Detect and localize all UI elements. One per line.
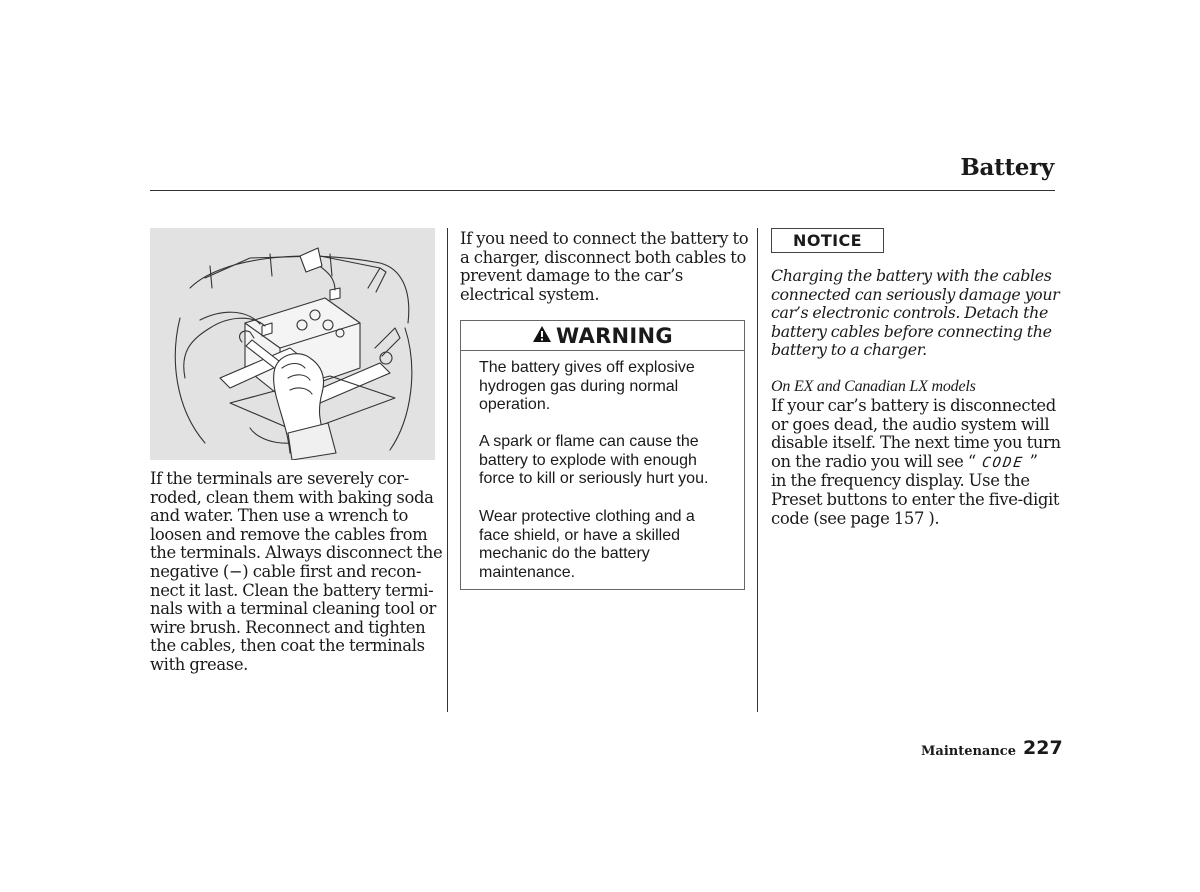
- warning-header: [461, 321, 744, 351]
- battery-terminal-wrench-illustration-icon: [150, 228, 435, 460]
- column-divider-left: [447, 228, 448, 712]
- charger-connect-text: If you need to connect the battery to a charger, disconnect both cables to prevent damage to the car’s electrical system.: [460, 229, 749, 304]
- terminal-cleaning-text: If the terminals are severely cor- roded, clean them with baking soda and water. Then use a wrench to loosen and remove the cables from the terminals. Always disconnect the negative (−) cable first and recon- nect it last. Clean the battery termi- nals with a terminal cleaning tool or wire brush. Reconnect and tighten the cables, then coat the terminals with grease.: [150, 469, 443, 674]
- models-subheading: On EX and Canadian LX models: [771, 378, 976, 395]
- warning-paragraph-spark: A spark or flame can cause the battery to explode with enough force to kill or seriously hurt you.: [479, 433, 709, 488]
- warning-title: WARNING: [556, 323, 673, 348]
- warning-triangle-icon: [532, 325, 552, 347]
- warning-paragraph-protective-clothing: Wear protective clothing and a face shield, or have a skilled mechanic do the battery maintenance.: [479, 508, 695, 581]
- warning-box: [460, 320, 745, 590]
- notice-box: [771, 228, 884, 253]
- column-divider-right: [757, 228, 758, 712]
- header-rule: [150, 190, 1055, 191]
- notice-label: NOTICE: [793, 231, 862, 250]
- warning-paragraph-explosive-gas: The battery gives off explosive hydrogen gas during normal operation.: [479, 359, 695, 414]
- notice-text: Charging the battery with the cables connected can seriously damage your car’s electronic controls. Detach the battery cables before connecting the battery to a charger.: [771, 266, 1060, 360]
- radio-code-display: CODE: [980, 454, 1025, 471]
- audio-code-text: If your car’s battery is disconnected or goes dead, the audio system will disable itself. The next time you turn on the radio you will see “ CODE ” in the frequency display. Use the Preset buttons to enter the five-digit code (see page 157 ).: [771, 396, 1061, 528]
- footer-section-name: Maintenance: [921, 744, 1016, 759]
- page-title: Battery: [960, 154, 1054, 181]
- page-number: 227: [1023, 737, 1063, 759]
